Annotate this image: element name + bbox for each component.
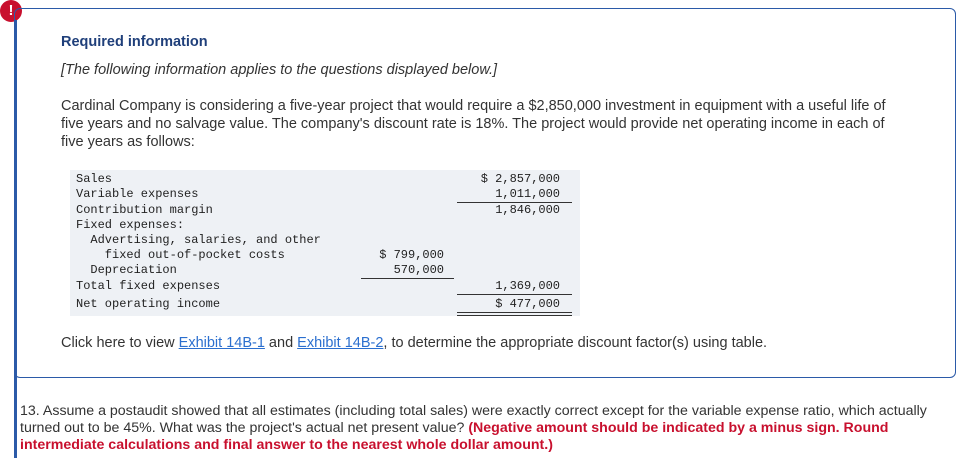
exhibit-14b-1-link[interactable]: Exhibit 14B-1 — [178, 335, 265, 351]
row-total: 1,011,000 — [495, 187, 560, 201]
statement-row-variable-expenses — [70, 187, 580, 202]
exhibit-middle: and — [264, 335, 298, 351]
exhibit-prefix: Click here to view — [61, 335, 179, 351]
row-label: Contribution margin — [76, 203, 213, 217]
question-text: 13. Assume a postaudit showed that all estimates (including total sales) were exactly correct except for the variable expense ratio, which actually turned out to be 45%. What was the project's actual net present value? — [20, 403, 927, 436]
row-amount: 570,000 — [393, 263, 444, 277]
statement-row-depreciation — [70, 263, 580, 278]
question-instructions: (Negative amount should be indicated by a minus sign. Round intermediate calculations and final answer to the nearest whole dollar amount.) — [20, 420, 889, 453]
exhibit-suffix: , to determine the appropriate discount factor(s) using table. — [383, 335, 768, 351]
exhibit-14b-2-link[interactable]: Exhibit 14B-2 — [297, 335, 384, 351]
statement-row-net-operating-income — [70, 297, 580, 312]
row-total: $ 477,000 — [495, 297, 560, 311]
statement-row-contribution-margin — [70, 203, 580, 218]
row-total: 1,369,000 — [495, 279, 560, 293]
applies-note: [The following information applies to the questions displayed below.] — [61, 62, 498, 78]
exhibit-instructions — [61, 335, 767, 351]
statement-row-advertising — [70, 233, 580, 248]
alert-icon: ! — [0, 0, 22, 22]
row-label: Fixed expenses: — [76, 218, 185, 232]
row-amount: $ 799,000 — [379, 248, 444, 262]
statement-row-out-of-pocket — [70, 248, 580, 263]
double-underline — [457, 312, 572, 316]
row-label: Net operating income — [76, 297, 221, 311]
row-label: Variable expenses — [76, 187, 199, 201]
statement-row-total-fixed — [70, 279, 580, 294]
question-13 — [20, 403, 940, 454]
row-label: fixed out-of-pocket costs — [76, 248, 285, 262]
underline — [457, 294, 572, 295]
scenario-text: Cardinal Company is considering a five-year project that would require a $2,850,000 investment in equipment with a useful life of five years and no salvage value. The company's discount rate is 18%. The project would provide net operating income in each of five years as follows: — [61, 98, 886, 150]
income-statement — [70, 170, 580, 316]
row-label: Total fixed expenses — [76, 279, 221, 293]
panel-accent-bar — [14, 20, 17, 458]
row-label: Sales — [76, 172, 113, 186]
statement-row-sales — [70, 172, 580, 187]
statement-row-fixed-expenses — [70, 218, 580, 233]
row-label: Depreciation — [76, 263, 177, 277]
row-total: $ 2,857,000 — [480, 172, 560, 186]
row-total: 1,846,000 — [495, 203, 560, 217]
required-information-title: Required information — [61, 34, 208, 50]
row-label: Advertising, salaries, and other — [76, 233, 321, 247]
